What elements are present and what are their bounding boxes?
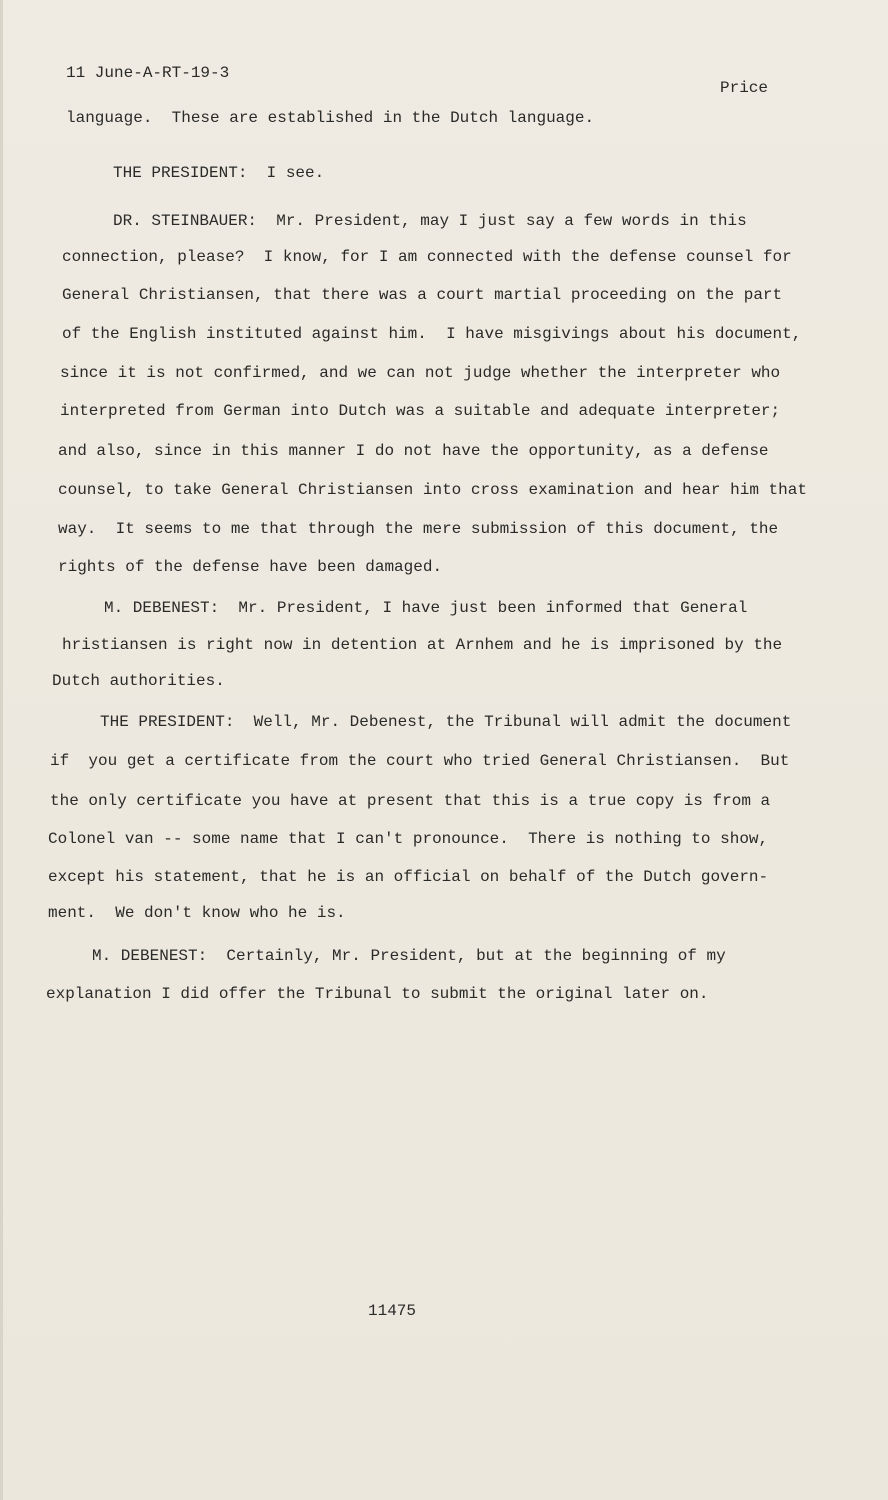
transcript-line: General Christiansen, that there was a court martial proceeding on the part <box>62 286 783 304</box>
page-edge <box>0 0 3 1500</box>
transcript-line: ment. We don't know who he is. <box>48 904 346 922</box>
transcript-line: Colonel van -- some name that I can't pronounce. There is nothing to show, <box>48 830 769 848</box>
transcript-line: Dutch authorities. <box>52 672 225 690</box>
transcript-line: explanation I did offer the Tribunal to submit the original later on. <box>46 985 709 1003</box>
reporter-name: Price <box>720 79 769 97</box>
page-number: 11475 <box>368 1302 417 1320</box>
transcript-line: hristiansen is right now in detention at Arnhem and he is imprisoned by the <box>62 636 783 654</box>
transcript-line: interpreted from German into Dutch was a suitable and adequate interpreter; <box>60 402 781 420</box>
transcript-line: language. These are established in the Dutch language. <box>66 109 595 127</box>
transcript-line: M. DEBENEST: Certainly, Mr. President, but at the beginning of my <box>92 947 726 965</box>
transcript-line: the only certificate you have at present that this is a true copy is from a <box>50 792 771 810</box>
transcript-line: and also, since in this manner I do not have the opportunity, as a defense <box>58 442 769 460</box>
transcript-line: of the English instituted against him. I have misgivings about his document, <box>62 325 802 343</box>
transcript-line: except his statement, that he is an official on behalf of the Dutch govern- <box>48 868 769 886</box>
transcript-line: THE PRESIDENT: Well, Mr. Debenest, the Tribunal will admit the document <box>100 713 792 731</box>
transcript-line: way. It seems to me that through the mere submission of this document, the <box>58 520 779 538</box>
transcript-line: rights of the defense have been damaged. <box>58 558 443 576</box>
transcript-line: connection, please? I know, for I am connected with the defense counsel for <box>62 248 792 266</box>
transcript-line: THE PRESIDENT: I see. <box>113 164 325 182</box>
transcript-line: M. DEBENEST: Mr. President, I have just been informed that General <box>104 599 748 617</box>
transcript-line: counsel, to take General Christiansen into cross examination and hear him that <box>58 481 807 499</box>
document-reference: 11 June-A-RT-19-3 <box>66 64 230 82</box>
transcript-line: if you get a certificate from the court who tried General Christiansen. But <box>50 752 790 770</box>
transcript-line: since it is not confirmed, and we can not judge whether the interpreter who <box>60 364 781 382</box>
transcript-line: DR. STEINBAUER: Mr. President, may I just say a few words in this <box>113 212 747 230</box>
